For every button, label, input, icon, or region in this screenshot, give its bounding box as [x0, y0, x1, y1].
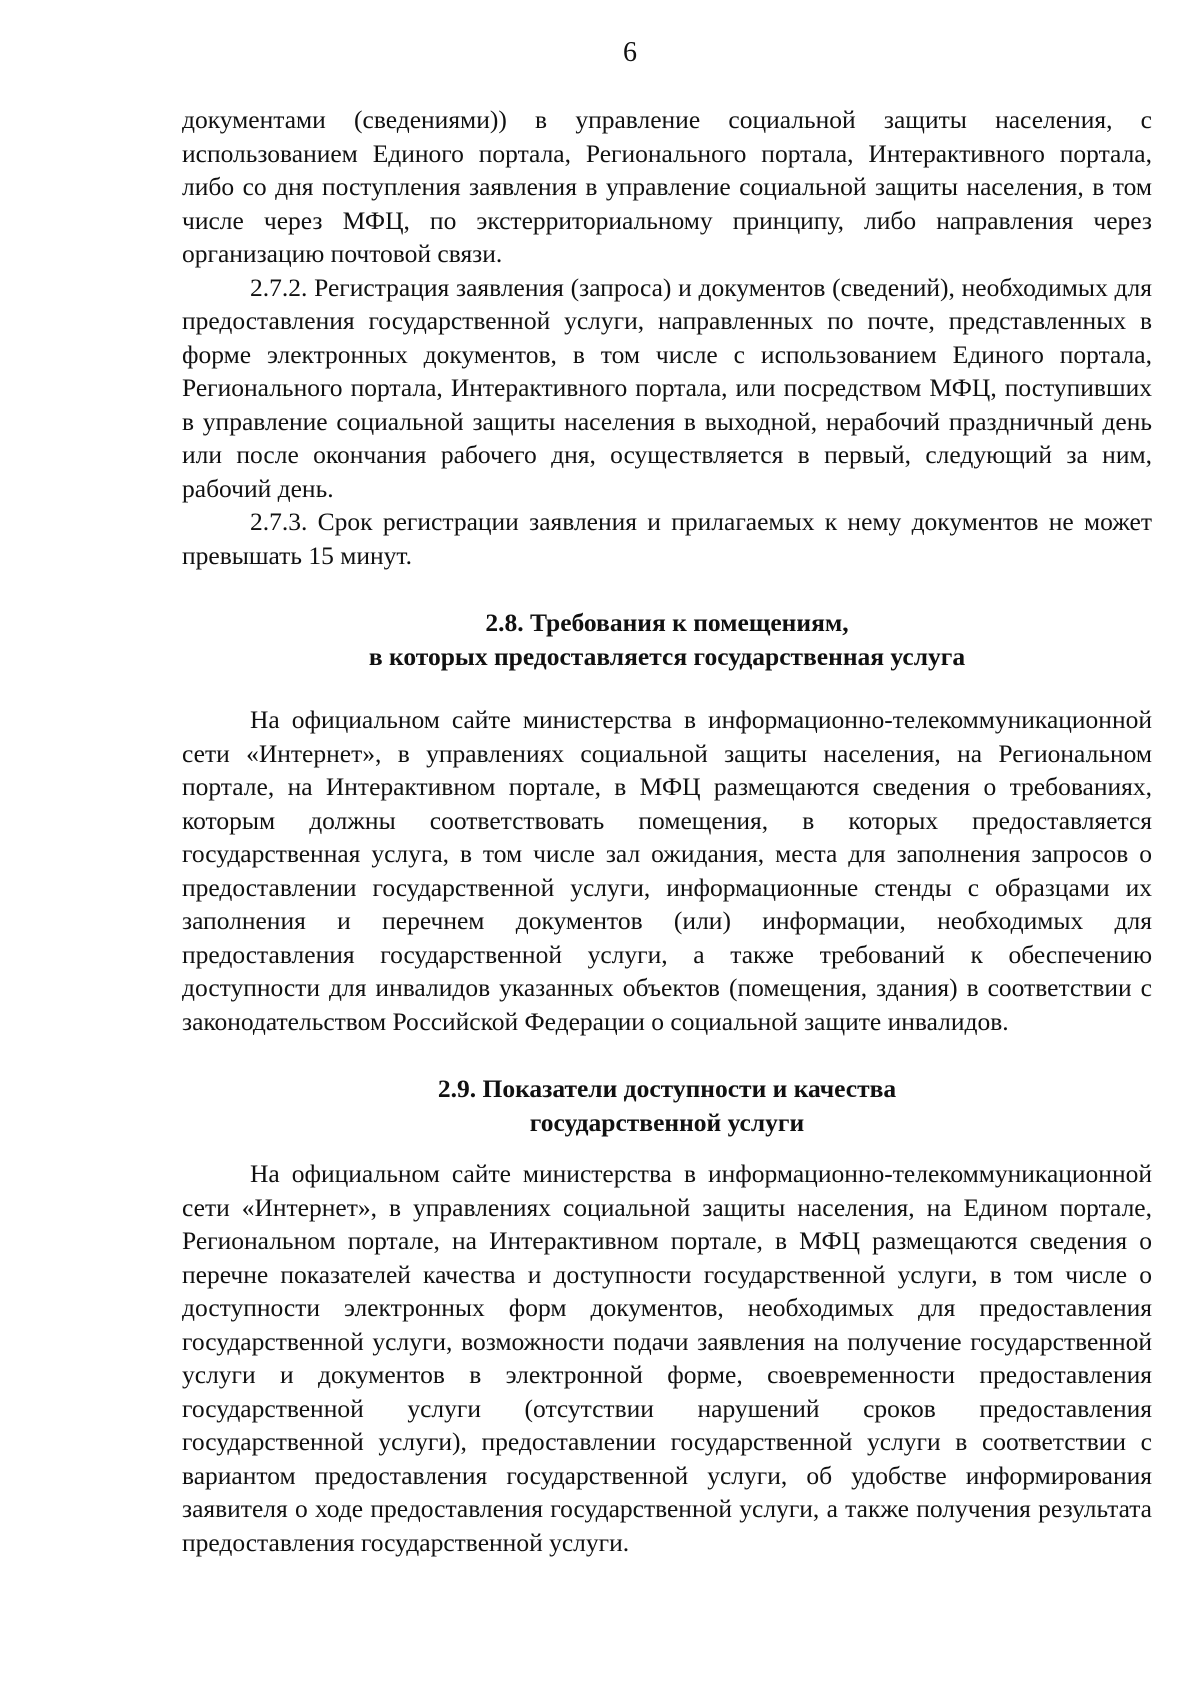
section-2-9-heading: [182, 1072, 1152, 1139]
section-2-8-heading-line2: в которых предоставляется государственная услуга: [368, 641, 966, 671]
paragraph-2-7-2: 2.7.2. Регистрация заявления (запроса) и документов (сведений), необходимых для предоставления государственной услуги, направленных по почте, представленных в форме электронных документов, в том числе с использованием Единого портала, Регионального портала, Интерактивного портала, или посредством МФЦ, поступивших в управление социальной защиты населения в выходной, нерабочий праздничный день или после окончания рабочего дня, осуществляется в первый, следующий за ним, рабочий день.: [182, 272, 1152, 503]
paragraph-continuation: документами (сведениями)) в управление социальной защиты населения, с использованием Единого портала, Регионального портала, Интерактивного портала, либо со дня поступления заявления в управление социальной защиты населения, в том числе через МФЦ, по экстерриториальному принципу, либо направления через организацию почтовой связи.: [182, 105, 1152, 268]
spacer: [182, 1139, 1152, 1157]
spacer: [182, 572, 1152, 606]
section-2-9-heading-line1: 2.9. Показатели доступности и качества: [437, 1074, 897, 1103]
section-2-9-text: На официальном сайте министерства в информационно-телекоммуникационной сети «Интернет», в управлениях социальной защиты населения, на Едином портале, Региональном портале, на Интерактивном портале, в МФЦ размещаются сведения о перечне показателей качества и доступности государственной услуги, в том числе о доступности электронных форм документов, необходимых для предоставления государственной услуги, возможности подачи заявления на получение государственной услуги и документов в электронной форме, своевременности предоставления государственной услуги (отсутствии нарушений сроков предоставления государственной услуги), предоставлении государственной услуги в соответствии с вариантом предоставления государственной услуги, об удобстве информирования заявителя о ходе предоставления государственной услуги, а также получения результата предоставления государственной услуги.: [182, 1159, 1152, 1557]
section-2-8-heading-line1: 2.8. Требования к помещениям,: [485, 608, 849, 637]
spacer: [182, 673, 1152, 703]
paragraph-2-7-3: 2.7.3. Срок регистрации заявления и прилагаемых к нему документов не может превышать 15 минут.: [182, 507, 1152, 570]
page-number: 6: [623, 37, 637, 68]
section-2-9-heading-line2: государственной услуги: [529, 1107, 805, 1137]
document-body: [182, 103, 1152, 1559]
section-2-8-heading: [182, 606, 1152, 673]
spacer: [182, 1038, 1152, 1072]
section-2-8-text: На официальном сайте министерства в информационно-телекоммуникационной сети «Интернет», в управлениях социальной защиты населения, на Региональном портале, на Интерактивном портале, в МФЦ размещаются сведения о требованиях, которым должны соответствовать помещения, в которых предоставляется государственная услуга, в том числе зал ожидания, места для заполнения запросов о предоставлении государственной услуги, информационные стенды с образцами их заполнения и перечнем документов (или) информации, необходимых для предоставления государственной услуги, а также требований к обеспечению доступности для инвалидов указанных объектов (помещения, здания) в соответствии с законодательством Российской Федерации о социальной защите инвалидов.: [182, 705, 1152, 1036]
